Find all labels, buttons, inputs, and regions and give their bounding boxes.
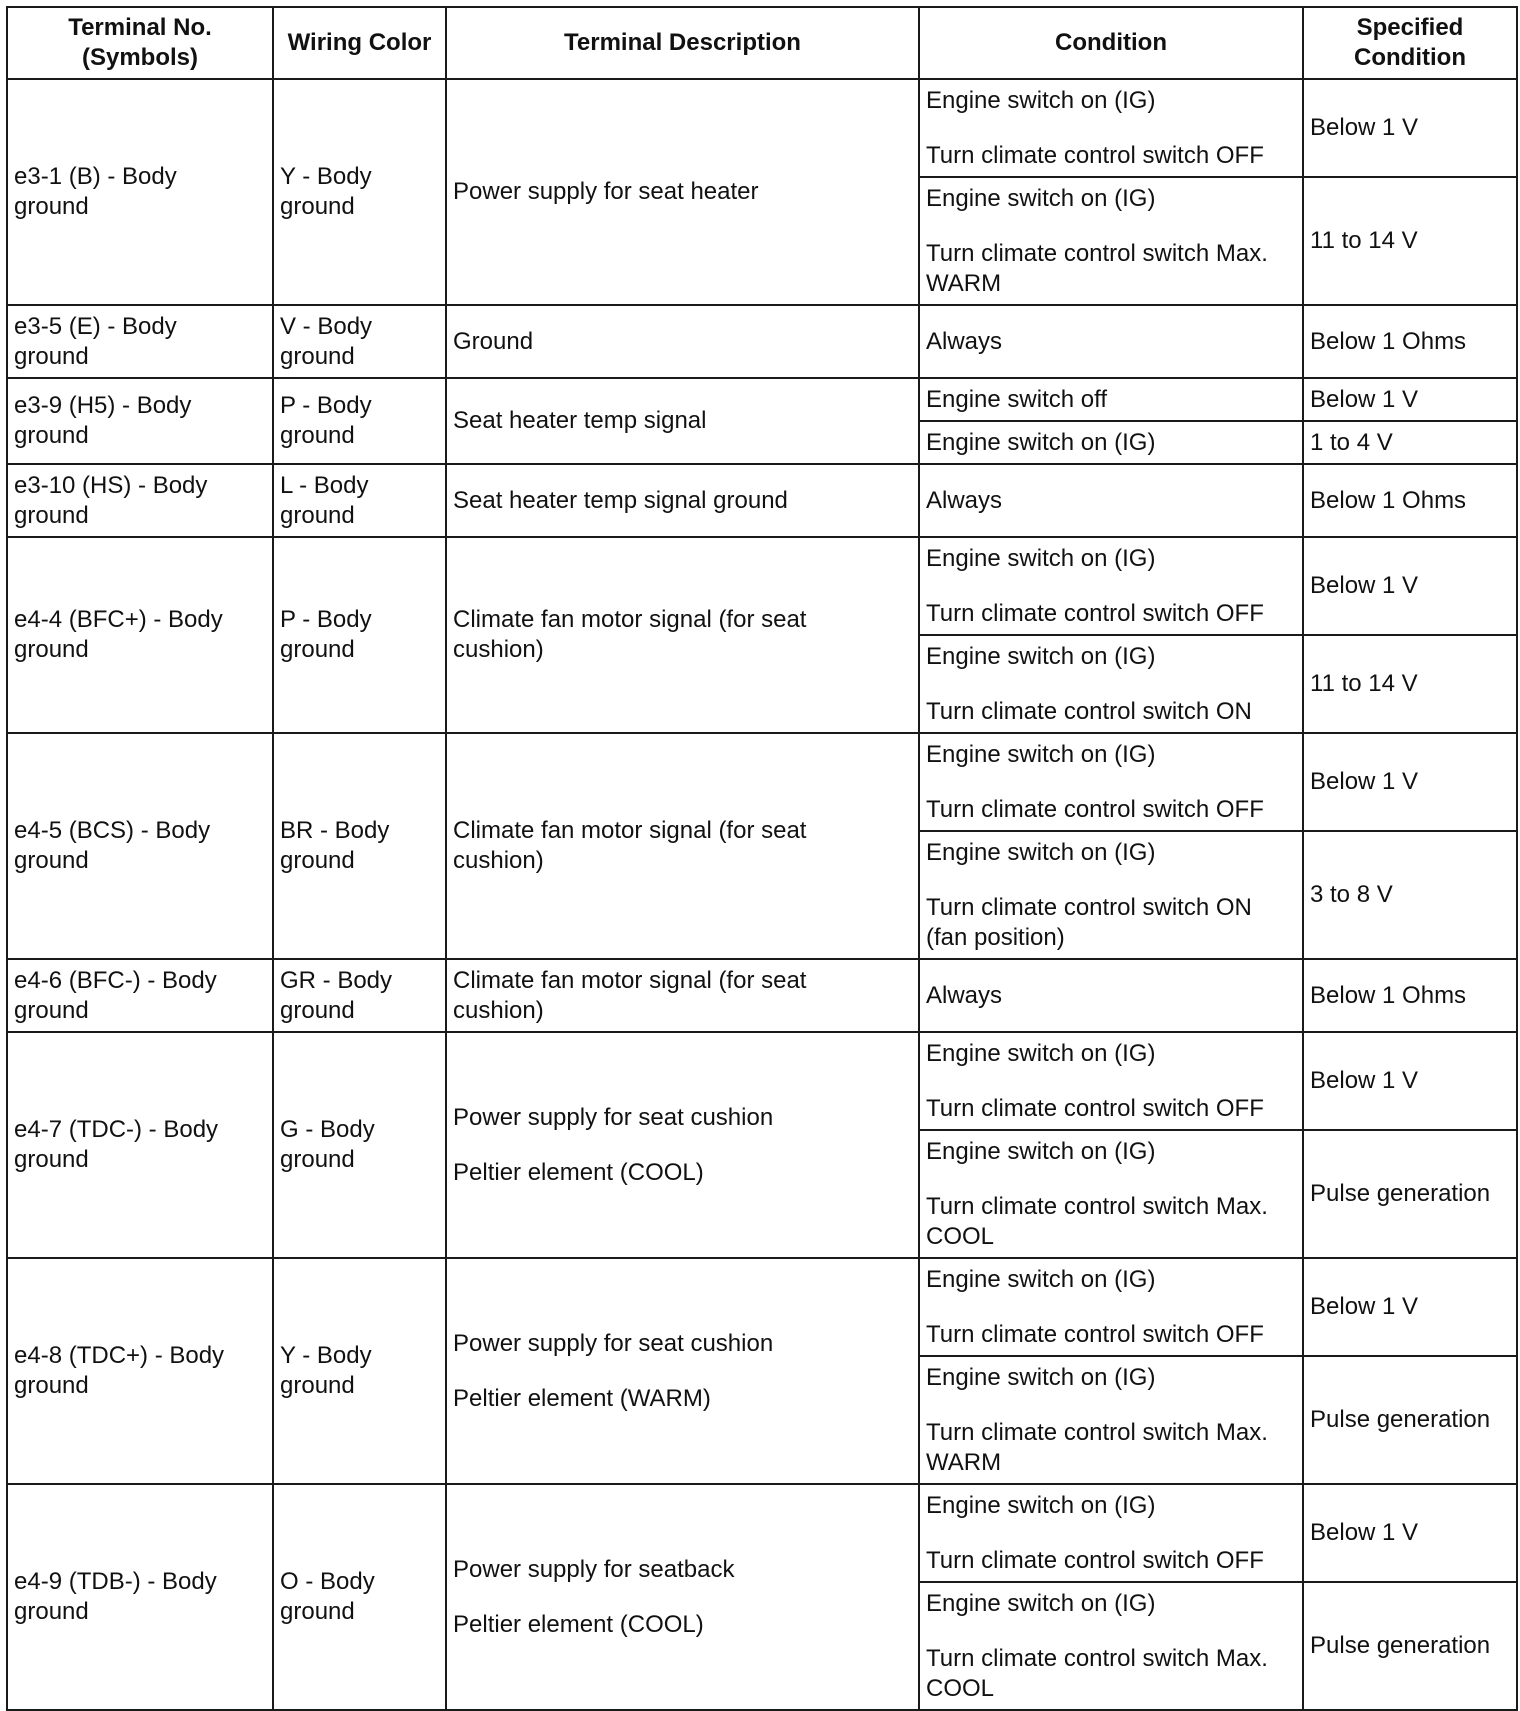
wiring-color-line: Y - Body bbox=[280, 163, 372, 190]
specified-condition-cell: Below 1 V bbox=[1303, 1258, 1517, 1356]
terminal-line: e4-8 (TDC+) - Body bbox=[14, 1342, 225, 1369]
condition-spacer bbox=[926, 672, 1296, 697]
condition-cell bbox=[919, 1032, 1303, 1130]
condition-line: Engine switch on (IG) bbox=[926, 1137, 1156, 1165]
condition-spacer bbox=[926, 1521, 1296, 1546]
wiring-color-line: P - Body bbox=[280, 606, 372, 633]
specified-condition-cell: Below 1 Ohms bbox=[1303, 464, 1517, 537]
wiring-color-line: ground bbox=[280, 636, 355, 663]
condition-line: Turn climate control switch Max. bbox=[926, 1644, 1268, 1672]
specified-condition-cell: Below 1 V bbox=[1303, 1484, 1517, 1582]
condition-spacer bbox=[926, 1393, 1296, 1418]
terminal-description-line: cushion) bbox=[453, 847, 544, 874]
header-condition: Condition bbox=[919, 7, 1303, 79]
table-body bbox=[7, 79, 1517, 1710]
specified-condition-cell: Below 1 Ohms bbox=[1303, 959, 1517, 1032]
terminal-description-cell bbox=[446, 79, 919, 305]
condition-cell bbox=[919, 635, 1303, 733]
wiring-color-cell bbox=[273, 378, 446, 464]
terminal-description-line: Power supply for seat cushion bbox=[453, 1103, 774, 1131]
condition-line: COOL bbox=[926, 1222, 995, 1250]
terminal-description-cell bbox=[446, 537, 919, 733]
wiring-color-line: ground bbox=[280, 996, 355, 1024]
condition-spacer bbox=[926, 574, 1296, 599]
header-terminal-no-line2: (Symbols) bbox=[81, 44, 198, 71]
condition-line: Turn climate control switch OFF bbox=[926, 1320, 1264, 1348]
terminal-line: ground bbox=[14, 422, 89, 449]
terminal-description-spacer bbox=[453, 1133, 912, 1158]
terminal-description-cell bbox=[446, 959, 919, 1032]
wiring-color-cell bbox=[273, 959, 446, 1032]
terminal-cell bbox=[7, 79, 273, 305]
terminal-description-cell bbox=[446, 1032, 919, 1258]
condition-spacer bbox=[926, 214, 1296, 239]
condition-line: Turn climate control switch Max. bbox=[926, 239, 1268, 267]
condition-line: Engine switch on (IG) bbox=[926, 86, 1156, 114]
table-row bbox=[7, 1258, 1517, 1356]
terminal-description-line: Power supply for seat heater bbox=[453, 178, 759, 205]
condition-line: Engine switch on (IG) bbox=[926, 184, 1156, 212]
wiring-color-cell bbox=[273, 79, 446, 305]
terminal-description-line: Climate fan motor signal (for seat bbox=[453, 966, 807, 994]
condition-line: Turn climate control switch Max. bbox=[926, 1192, 1268, 1220]
wiring-color-line: ground bbox=[280, 1146, 355, 1173]
condition-line: Turn climate control switch OFF bbox=[926, 1094, 1264, 1122]
wiring-color-line: ground bbox=[280, 422, 355, 449]
terminal-line: e3-1 (B) - Body bbox=[14, 163, 177, 190]
table-row bbox=[7, 79, 1517, 177]
condition-spacer bbox=[926, 1619, 1296, 1644]
terminal-line: e3-5 (E) - Body bbox=[14, 312, 177, 340]
terminal-description-line: Climate fan motor signal (for seat bbox=[453, 606, 807, 633]
specified-condition-cell: Pulse generation bbox=[1303, 1356, 1517, 1484]
condition-cell bbox=[919, 79, 1303, 177]
terminal-line: ground bbox=[14, 996, 89, 1024]
wiring-color-line: L - Body bbox=[280, 471, 369, 499]
wiring-color-line: Y - Body bbox=[280, 1342, 372, 1369]
terminal-cell bbox=[7, 378, 273, 464]
table-row bbox=[7, 733, 1517, 831]
terminal-description-line: cushion) bbox=[453, 636, 544, 663]
condition-line: Turn climate control switch ON bbox=[926, 893, 1252, 921]
condition-line: Engine switch on (IG) bbox=[926, 740, 1156, 768]
terminal-description-line: Power supply for seat cushion bbox=[453, 1329, 774, 1357]
condition-line: Engine switch on (IG) bbox=[926, 544, 1156, 572]
terminal-cell bbox=[7, 1484, 273, 1710]
terminal-line: e4-4 (BFC+) - Body bbox=[14, 606, 223, 633]
wiring-color-line: O - Body bbox=[280, 1568, 375, 1595]
condition-cell bbox=[919, 733, 1303, 831]
terminal-description-line: Seat heater temp signal ground bbox=[453, 486, 788, 514]
condition-line: COOL bbox=[926, 1674, 995, 1702]
wiring-color-cell bbox=[273, 464, 446, 537]
terminal-cell bbox=[7, 1032, 273, 1258]
terminal-line: e3-9 (H5) - Body bbox=[14, 392, 192, 419]
specified-condition-cell: 3 to 8 V bbox=[1303, 831, 1517, 959]
terminal-line: ground bbox=[14, 1146, 89, 1173]
condition-line: Engine switch on (IG) bbox=[926, 1265, 1156, 1293]
specified-condition-cell: Below 1 Ohms bbox=[1303, 305, 1517, 378]
condition-spacer bbox=[926, 868, 1296, 893]
condition-line: WARM bbox=[926, 269, 1002, 297]
table-row bbox=[7, 378, 1517, 421]
wiring-color-cell bbox=[273, 733, 446, 959]
header-wiring-color: Wiring Color bbox=[273, 7, 446, 79]
terminal-line: e4-7 (TDC-) - Body bbox=[14, 1116, 219, 1143]
condition-cell bbox=[919, 1484, 1303, 1582]
header-specified-condition bbox=[1303, 7, 1517, 79]
terminal-cell bbox=[7, 537, 273, 733]
wiring-color-line: ground bbox=[280, 1598, 355, 1625]
specified-condition-cell: Pulse generation bbox=[1303, 1582, 1517, 1710]
terminal-line: e4-5 (BCS) - Body bbox=[14, 817, 211, 844]
terminal-line: ground bbox=[14, 1372, 89, 1399]
wiring-color-cell bbox=[273, 305, 446, 378]
condition-cell bbox=[919, 1582, 1303, 1710]
condition-cell bbox=[919, 1130, 1303, 1258]
specified-condition-cell: Below 1 V bbox=[1303, 733, 1517, 831]
condition-cell bbox=[919, 464, 1303, 537]
condition-line: Always bbox=[926, 981, 1003, 1009]
wiring-color-cell bbox=[273, 1032, 446, 1258]
wiring-color-line: GR - Body bbox=[280, 966, 393, 994]
condition-line: Turn climate control switch OFF bbox=[926, 795, 1264, 823]
specified-condition-cell: Below 1 V bbox=[1303, 1032, 1517, 1130]
header-specified-line1: Specified bbox=[1356, 14, 1464, 41]
specified-condition-cell: Pulse generation bbox=[1303, 1130, 1517, 1258]
condition-spacer bbox=[926, 1069, 1296, 1094]
terminal-description-line: Climate fan motor signal (for seat bbox=[453, 817, 807, 844]
condition-line: Turn climate control switch OFF bbox=[926, 141, 1264, 169]
terminal-description-cell bbox=[446, 464, 919, 537]
condition-spacer bbox=[926, 116, 1296, 141]
wiring-color-cell bbox=[273, 537, 446, 733]
wiring-color-line: ground bbox=[280, 501, 355, 529]
terminal-description-line: Power supply for seatback bbox=[453, 1555, 735, 1583]
header-row bbox=[7, 7, 1517, 79]
specified-condition-cell: Below 1 V bbox=[1303, 537, 1517, 635]
terminal-line: ground bbox=[14, 193, 89, 220]
wiring-color-line: ground bbox=[280, 342, 355, 370]
condition-line: Engine switch on (IG) bbox=[926, 1589, 1156, 1617]
terminal-description-cell bbox=[446, 1484, 919, 1710]
specified-condition-cell: Below 1 V bbox=[1303, 79, 1517, 177]
terminal-description-spacer bbox=[453, 1585, 912, 1610]
condition-line: Engine switch on (IG) bbox=[926, 1491, 1156, 1519]
terminal-cell bbox=[7, 733, 273, 959]
condition-cell bbox=[919, 831, 1303, 959]
terminal-line: ground bbox=[14, 1598, 89, 1625]
header-terminal-description: Terminal Description bbox=[446, 7, 919, 79]
terminal-cell bbox=[7, 1258, 273, 1484]
condition-cell bbox=[919, 305, 1303, 378]
condition-line: Engine switch on (IG) bbox=[926, 428, 1156, 456]
terminal-description-spacer bbox=[453, 1359, 912, 1384]
terminal-spec-table bbox=[6, 6, 1518, 1711]
condition-line: Always bbox=[926, 486, 1003, 514]
terminal-line: ground bbox=[14, 501, 89, 529]
terminal-cell bbox=[7, 305, 273, 378]
specified-condition-cell: Below 1 V bbox=[1303, 378, 1517, 421]
condition-line: Engine switch on (IG) bbox=[926, 838, 1156, 866]
table-row bbox=[7, 305, 1517, 378]
terminal-description-line: Peltier element (WARM) bbox=[453, 1384, 711, 1412]
wiring-color-line: BR - Body bbox=[280, 817, 390, 844]
terminal-line: ground bbox=[14, 847, 89, 874]
terminal-cell bbox=[7, 464, 273, 537]
table-row bbox=[7, 464, 1517, 537]
wiring-color-cell bbox=[273, 1258, 446, 1484]
condition-cell bbox=[919, 177, 1303, 305]
terminal-description-cell bbox=[446, 1258, 919, 1484]
terminal-line: e4-9 (TDB-) - Body bbox=[14, 1568, 217, 1595]
condition-cell bbox=[919, 537, 1303, 635]
wiring-color-cell bbox=[273, 1484, 446, 1710]
condition-line: (fan position) bbox=[926, 923, 1065, 951]
table-row bbox=[7, 537, 1517, 635]
specified-condition-cell: 11 to 14 V bbox=[1303, 177, 1517, 305]
table-row bbox=[7, 1032, 1517, 1130]
terminal-description-line: Ground bbox=[453, 327, 534, 355]
terminal-cell bbox=[7, 959, 273, 1032]
wiring-color-line: P - Body bbox=[280, 392, 372, 419]
condition-cell bbox=[919, 378, 1303, 421]
terminal-description-cell bbox=[446, 733, 919, 959]
specified-condition-cell: 11 to 14 V bbox=[1303, 635, 1517, 733]
condition-spacer bbox=[926, 770, 1296, 795]
condition-cell bbox=[919, 1356, 1303, 1484]
condition-cell bbox=[919, 959, 1303, 1032]
terminal-description-cell bbox=[446, 305, 919, 378]
condition-line: Engine switch on (IG) bbox=[926, 1363, 1156, 1391]
table-row bbox=[7, 959, 1517, 1032]
terminal-description-line: cushion) bbox=[453, 996, 544, 1024]
condition-spacer bbox=[926, 1167, 1296, 1192]
terminal-line: e3-10 (HS) - Body bbox=[14, 471, 208, 499]
condition-line: Turn climate control switch OFF bbox=[926, 1546, 1264, 1574]
condition-line: Turn climate control switch Max. bbox=[926, 1418, 1268, 1446]
terminal-description-cell bbox=[446, 378, 919, 464]
condition-cell bbox=[919, 421, 1303, 464]
condition-line: Always bbox=[926, 327, 1003, 355]
condition-line: Engine switch on (IG) bbox=[926, 1039, 1156, 1067]
header-terminal-no bbox=[7, 7, 273, 79]
condition-line: Engine switch off bbox=[926, 385, 1107, 413]
wiring-color-line: G - Body bbox=[280, 1116, 375, 1143]
table-row bbox=[7, 1484, 1517, 1582]
condition-line: Turn climate control switch ON bbox=[926, 697, 1252, 725]
terminal-description-line: Peltier element (COOL) bbox=[453, 1610, 704, 1638]
condition-spacer bbox=[926, 1295, 1296, 1320]
terminal-line: ground bbox=[14, 636, 89, 663]
wiring-color-line: V - Body bbox=[280, 312, 373, 340]
terminal-line: e4-6 (BFC-) - Body bbox=[14, 966, 217, 994]
header-specified-line2: Condition bbox=[1354, 44, 1466, 71]
wiring-color-line: ground bbox=[280, 1372, 355, 1399]
specified-condition-cell: 1 to 4 V bbox=[1303, 421, 1517, 464]
wiring-color-line: ground bbox=[280, 193, 355, 220]
condition-line: WARM bbox=[926, 1448, 1002, 1476]
header-terminal-no-line1: Terminal No. bbox=[68, 14, 212, 41]
condition-cell bbox=[919, 1258, 1303, 1356]
terminal-description-line: Peltier element (COOL) bbox=[453, 1158, 704, 1186]
terminal-description-line: Seat heater temp signal bbox=[453, 407, 707, 434]
condition-line: Turn climate control switch OFF bbox=[926, 599, 1264, 627]
terminal-line: ground bbox=[14, 342, 89, 370]
wiring-color-line: ground bbox=[280, 847, 355, 874]
condition-line: Engine switch on (IG) bbox=[926, 642, 1156, 670]
